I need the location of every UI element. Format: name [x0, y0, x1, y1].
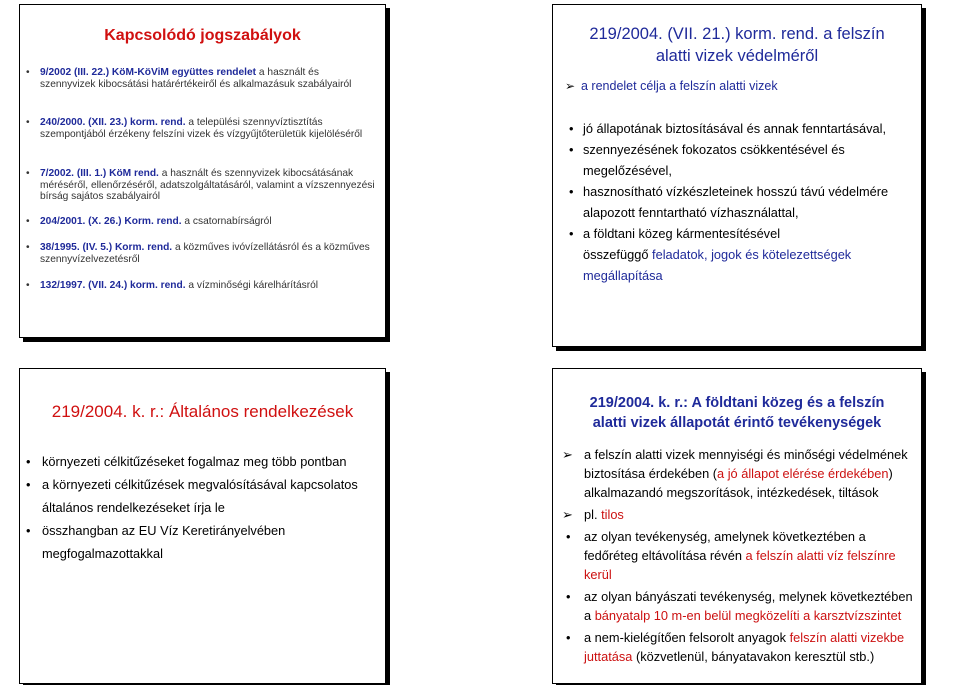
slide2-list: [569, 118, 914, 286]
legislation-text: a használt és szennyvizek kibocsátásának méréséről, ellenőrzéséről, adatszolgáltatásáról, valamint a vízszennyezési bírság sajátos szabályairól: [40, 168, 375, 202]
list-item-text: a nem-kielégítően felsorolt anyagok: [584, 630, 790, 645]
list-item: [569, 181, 914, 223]
slide3-list: [26, 450, 376, 565]
slide-related-legislation: [19, 4, 386, 338]
slide2-title-line1: 219/2004. (VII. 21.) korm. rend. a felszín: [589, 25, 885, 43]
legislation-item: [26, 280, 375, 292]
bullet-icon: •: [26, 477, 31, 492]
slide3-title-b: Általános rendelkezések: [164, 402, 354, 421]
slide3-title-a: 219/2004. k. r.:: [51, 402, 165, 421]
legislation-ref: 240/2000. (XII. 23.) korm. rend.: [40, 117, 186, 128]
legislation-item: [26, 168, 375, 203]
bullet-icon: •: [26, 117, 30, 128]
bullet-icon: •: [26, 523, 31, 538]
legislation-text: a közműves ivóvízellátásról és a közműves szennyvízelvezetésről: [40, 242, 370, 265]
slide2-subtitle: [565, 79, 778, 93]
list-item-text: összhangban az EU Víz Keretirányelvében megfogalmazottakkal: [42, 523, 286, 561]
list-item: [26, 450, 376, 473]
slide3-title: [20, 402, 385, 422]
list-item-highlight: a jó állapot elérése érdekében: [717, 466, 889, 481]
list-item-text: a környezeti célkitűzések megvalósításával kapcsolatos általános rendelkezéseket írja le: [42, 477, 358, 515]
list-item-highlight: a felszín alatti víz felszínre kerül: [584, 548, 896, 582]
list-item-text: jó állapotának biztosításával és annak fenntartásával,: [583, 121, 887, 136]
bullet-icon: •: [569, 142, 574, 157]
list-item-text: a felszín alatti vizek mennyiségi és minőségi védelmének biztosítása érdekében (: [584, 447, 908, 481]
list-item: [562, 628, 917, 666]
legislation-text: a települési szennyvíztisztítás szempontjából érzékeny felszíni vizek és vízgyűjtőterületük kijelöléséről: [40, 117, 363, 140]
bullet-icon: •: [26, 67, 30, 78]
slide-groundwater-protection: [552, 4, 922, 347]
list-item: [562, 587, 917, 625]
closing-text: [569, 244, 914, 286]
bullet-icon: •: [566, 630, 571, 645]
list-item-text: szennyezésének fokozatos csökkentésével és megelőzésével,: [583, 142, 845, 178]
legislation-text: a vízminőségi kárelhárításról: [185, 280, 319, 291]
bullet-icon: •: [26, 168, 30, 179]
legislation-text: a csatornabírságról: [181, 216, 272, 227]
slide1-title: Kapcsolódó jogszabályok: [104, 27, 301, 44]
bullet-icon: •: [26, 216, 30, 227]
list-item-text: környezeti célkitűzéseket fogalmaz meg több pontban: [42, 454, 347, 469]
legislation-ref: 132/1997. (VII. 24.) korm. rend.: [40, 280, 186, 291]
list-item: [562, 505, 917, 524]
list-item: [562, 445, 917, 502]
list-item-text: az olyan bányászati tevékenység, melynek következtében a: [584, 589, 913, 623]
legislation-ref: 9/2002 (III. 22.) KöM-KöViM együttes rendelet: [40, 67, 257, 78]
list-item-highlight: tilos: [601, 507, 624, 522]
bullet-icon: •: [566, 589, 571, 604]
slide-activities: [552, 368, 922, 684]
legislation-ref: 204/2001. (X. 26.) Korm. rend.: [40, 216, 182, 227]
bullet-icon: •: [569, 226, 574, 241]
list-item: [26, 473, 376, 519]
list-item-text: a földtani közeg kármentesítésével: [583, 226, 781, 241]
legislation-ref: 7/2002. (III. 1.) KöM rend.: [40, 168, 159, 179]
slide-general-provisions: [19, 368, 386, 684]
slide4-list: [562, 445, 917, 669]
arrow-bullet-icon: ➢: [562, 447, 573, 462]
bullet-icon: •: [569, 184, 574, 199]
slide2-subtitle-text: a rendelet célja a felszín alatti vizek: [581, 79, 778, 93]
slide4-title-line2: alatti vizek állapotát érintő tevékenységek: [592, 415, 882, 431]
arrow-bullet-icon: ➢: [562, 507, 573, 522]
list-item-text: az olyan tevékenység, amelynek következtében a fedőréteg eltávolítása révén: [584, 529, 866, 563]
arrow-bullet-icon: ➢: [565, 79, 576, 93]
closing-text-a: összefüggő: [583, 247, 653, 262]
bullet-icon: •: [566, 529, 571, 544]
list-item-highlight: bányatalp 10 m-en belül megközelíti a karsztvízszintet: [594, 608, 902, 623]
bullet-icon: •: [26, 454, 31, 469]
closing-text-b: feladatok, jogok és kötelezettségek megállapítása: [583, 247, 852, 283]
legislation-item: [26, 242, 375, 265]
legislation-item: [26, 216, 375, 228]
list-item: [569, 118, 914, 139]
slide4-title-line1: 219/2004. k. r.: A földtani közeg és a felszín: [589, 395, 885, 411]
legislation-item: [26, 67, 375, 90]
bullet-icon: •: [26, 280, 30, 291]
legislation-text: a használt és szennyvizek kibocsátási határértékeiről és alkalmazásuk szabályairól: [40, 67, 352, 90]
bullet-icon: •: [569, 121, 574, 136]
list-item-text: pl.: [584, 507, 602, 522]
slide4-title: [553, 393, 921, 433]
list-item-text: hasznosítható vízkészleteinek hosszú távú védelmére alapozott fenntartható vízhasználattal,: [583, 184, 889, 220]
legislation-item: [26, 117, 375, 140]
list-item: [569, 139, 914, 181]
list-item-highlight: felszín alatti vizekbe juttatása: [584, 630, 905, 664]
legislation-ref: 38/1995. (IV. 5.) Korm. rend.: [40, 242, 173, 253]
list-item-text: ) alkalmazandó megszorítások, intézkedések, tiltások: [584, 466, 893, 500]
list-item: [562, 527, 917, 584]
list-item-text: (közvetlenül, bányatavakon keresztül stb.): [632, 649, 875, 664]
list-item: [26, 519, 376, 565]
bullet-icon: •: [26, 242, 30, 253]
slide2-title: [553, 23, 921, 67]
slide2-title-line2: alatti vizek védelméről: [655, 47, 819, 65]
list-item: [569, 223, 914, 244]
